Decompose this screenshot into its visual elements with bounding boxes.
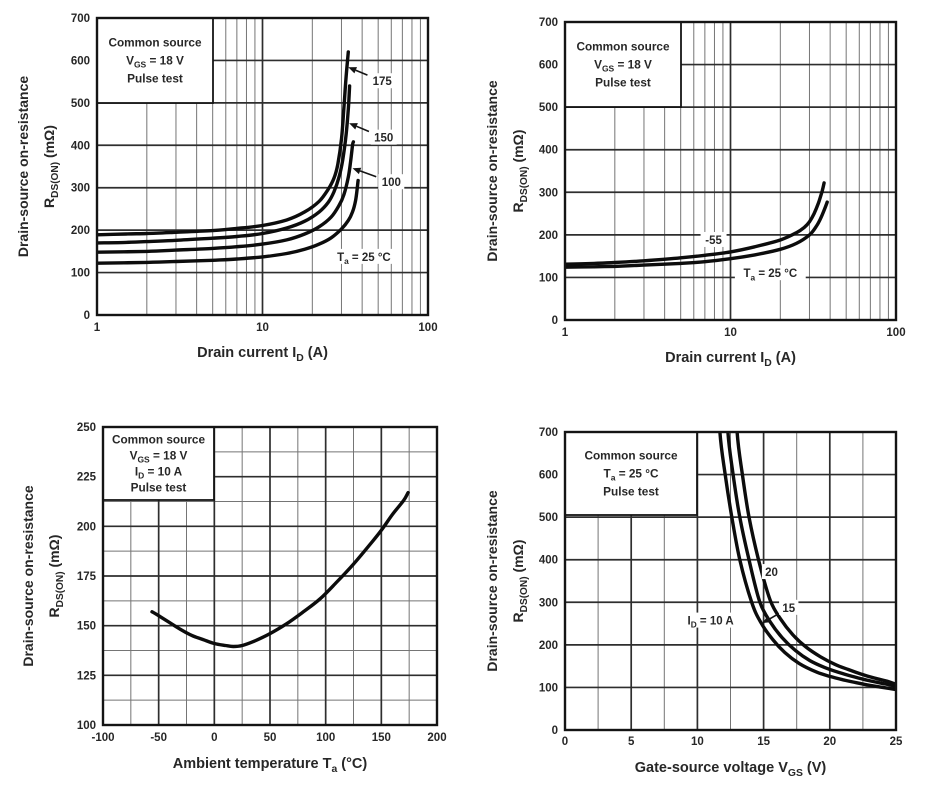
svg-text:0: 0 bbox=[561, 736, 569, 748]
curve-label: 100 bbox=[381, 177, 401, 190]
svg-text:5: 5 bbox=[627, 736, 635, 748]
svg-text:Common source: Common source bbox=[108, 35, 202, 50]
svg-text:200: 200 bbox=[427, 732, 447, 744]
chart-rds-vs-drain-current-cold bbox=[469, 0, 938, 400]
svg-text:Ta = 25 °C: $T_a = 25$ °C bbox=[603, 466, 659, 483]
svg-text:0: 0 bbox=[551, 315, 558, 327]
y-axis-title-line2: $R_{DS(ON)}$ (mΩ) bbox=[510, 129, 530, 213]
svg-text:VGS = 18 V: $V_{GS} = 18$ V bbox=[129, 448, 188, 465]
svg-text:25: 25 bbox=[889, 736, 903, 748]
svg-text:250: 250 bbox=[76, 422, 96, 434]
y-axis-title-line1: Drain-source on-resistance bbox=[484, 80, 500, 262]
curve-ID-20A bbox=[735, 400, 897, 684]
svg-text:225: 225 bbox=[76, 471, 96, 484]
curve-labels bbox=[701, 232, 806, 282]
svg-text:100: 100 bbox=[886, 327, 906, 339]
svg-text:200: 200 bbox=[70, 225, 90, 238]
y-axis-title-line1: Drain-source on-resistance bbox=[484, 490, 500, 672]
svg-text:100: 100 bbox=[538, 272, 558, 285]
curve-Ta-minus55C bbox=[565, 183, 824, 264]
svg-text:50: 50 bbox=[263, 732, 277, 744]
y-axis-title-line1: Drain-source on-resistance bbox=[20, 485, 36, 667]
arrowhead-icon bbox=[353, 168, 362, 174]
svg-text:700: 700 bbox=[538, 427, 558, 439]
svg-text:10: 10 bbox=[724, 327, 737, 339]
svg-text:Pulse test: Pulse test bbox=[595, 75, 651, 90]
y-axis-title-line1: Drain-source on-resistance bbox=[15, 75, 31, 258]
svg-text:Pulse test: Pulse test bbox=[127, 71, 183, 86]
svg-text:700: 700 bbox=[538, 17, 558, 29]
curves bbox=[152, 493, 408, 647]
x-tick-labels bbox=[562, 327, 906, 339]
curve-label: 150 bbox=[374, 132, 394, 145]
svg-text:1: 1 bbox=[93, 322, 101, 334]
svg-text:Common source: Common source bbox=[111, 432, 206, 447]
curve-label: $I_D = 10$ A bbox=[687, 615, 734, 630]
svg-text:20: 20 bbox=[823, 736, 837, 748]
y-tick-labels bbox=[539, 17, 558, 327]
svg-text:600: 600 bbox=[538, 469, 558, 482]
curve-Ta-150C bbox=[97, 86, 350, 243]
svg-text:600: 600 bbox=[70, 55, 90, 68]
test-conditions-inset bbox=[103, 427, 214, 500]
svg-text:200: 200 bbox=[538, 229, 558, 242]
svg-text:300: 300 bbox=[538, 187, 558, 200]
x-axis-title: Gate-source voltage $V_{GS}$ (V) bbox=[634, 760, 827, 779]
curve-Rds-vs-Ta bbox=[152, 493, 408, 647]
svg-text:500: 500 bbox=[70, 97, 90, 110]
svg-text:125: 125 bbox=[76, 670, 96, 683]
test-conditions-inset bbox=[565, 22, 681, 107]
svg-text:500: 500 bbox=[538, 102, 558, 115]
curve-Ta-100C bbox=[97, 142, 353, 252]
x-tick-labels bbox=[562, 736, 903, 748]
curve-label: 20 bbox=[765, 567, 778, 580]
svg-text:VGS = 18 V: $V_{GS} = 18$ V bbox=[126, 53, 184, 70]
svg-text:0: 0 bbox=[551, 725, 558, 737]
y-tick-labels bbox=[539, 427, 558, 737]
svg-text:150: 150 bbox=[371, 732, 391, 744]
y-axis-title-line2: $R_{DS(ON)}$ (mΩ) bbox=[41, 125, 61, 208]
x-tick-labels bbox=[94, 322, 438, 334]
svg-text:1: 1 bbox=[561, 327, 569, 339]
x-axis-title: Ambient temperature $T_a$ (°C) bbox=[172, 756, 368, 775]
svg-text:15: 15 bbox=[757, 736, 770, 748]
svg-text:0: 0 bbox=[83, 310, 90, 322]
y-tick-labels bbox=[77, 422, 97, 732]
svg-text:100: 100 bbox=[70, 267, 90, 280]
svg-text:700: 700 bbox=[70, 13, 90, 25]
svg-text:100: 100 bbox=[316, 732, 336, 744]
chart-rds-vs-gate-source-voltage bbox=[469, 400, 938, 800]
svg-text:400: 400 bbox=[70, 140, 90, 153]
svg-text:400: 400 bbox=[538, 554, 558, 567]
x-axis-title: Drain current $I_D$ (A) bbox=[197, 345, 328, 364]
y-axis-title-line2: $R_{DS(ON)}$ (mΩ) bbox=[46, 534, 66, 618]
svg-text:300: 300 bbox=[70, 182, 90, 195]
svg-text:200: 200 bbox=[538, 639, 558, 652]
curve-label: $T_a = 25$ °C bbox=[743, 268, 798, 283]
svg-text:175: 175 bbox=[76, 571, 96, 583]
curve-label: -55 bbox=[705, 234, 722, 247]
curves bbox=[565, 183, 827, 267]
y-tick-labels bbox=[71, 13, 90, 322]
x-axis-title: Drain current $I_D$ (A) bbox=[665, 350, 796, 369]
svg-text:200: 200 bbox=[76, 521, 96, 534]
svg-text:300: 300 bbox=[538, 597, 558, 610]
curve-label: 175 bbox=[372, 76, 392, 89]
svg-text:VGS = 18 V: $V_{GS} = 18$ V bbox=[594, 57, 652, 74]
svg-text:100: 100 bbox=[538, 682, 558, 695]
svg-text:500: 500 bbox=[538, 512, 558, 525]
curve-label: 15 bbox=[782, 602, 796, 615]
svg-text:100: 100 bbox=[76, 720, 96, 732]
svg-text:-100: -100 bbox=[91, 732, 115, 744]
test-conditions-inset bbox=[565, 432, 697, 515]
svg-text:10: 10 bbox=[691, 736, 704, 748]
svg-text:Pulse test: Pulse test bbox=[603, 484, 659, 499]
curve-label: $T_a = 25$ °C bbox=[337, 251, 391, 266]
arrowhead-icon bbox=[348, 67, 357, 73]
y-axis-title-line2: $R_{DS(ON)}$ (mΩ) bbox=[510, 539, 530, 623]
svg-text:400: 400 bbox=[538, 144, 558, 157]
curve-ID-15A bbox=[725, 400, 896, 687]
chart-rds-vs-drain-current-temperatures bbox=[0, 0, 469, 400]
svg-text:600: 600 bbox=[538, 59, 558, 72]
svg-text:ID = 10 A: $I_D = 10$ A bbox=[134, 464, 183, 481]
svg-text:-50: -50 bbox=[150, 732, 167, 744]
svg-text:Common source: Common source bbox=[576, 39, 670, 54]
svg-text:0: 0 bbox=[211, 732, 218, 744]
svg-text:10: 10 bbox=[256, 322, 269, 334]
svg-text:150: 150 bbox=[76, 620, 96, 633]
svg-text:Common source: Common source bbox=[584, 448, 678, 463]
svg-text:Pulse test: Pulse test bbox=[130, 480, 187, 495]
chart-rds-vs-ambient-temperature bbox=[0, 400, 469, 800]
svg-text:100: 100 bbox=[418, 322, 438, 334]
test-conditions-inset bbox=[97, 18, 213, 103]
x-tick-labels bbox=[91, 732, 446, 744]
curves bbox=[717, 400, 896, 690]
